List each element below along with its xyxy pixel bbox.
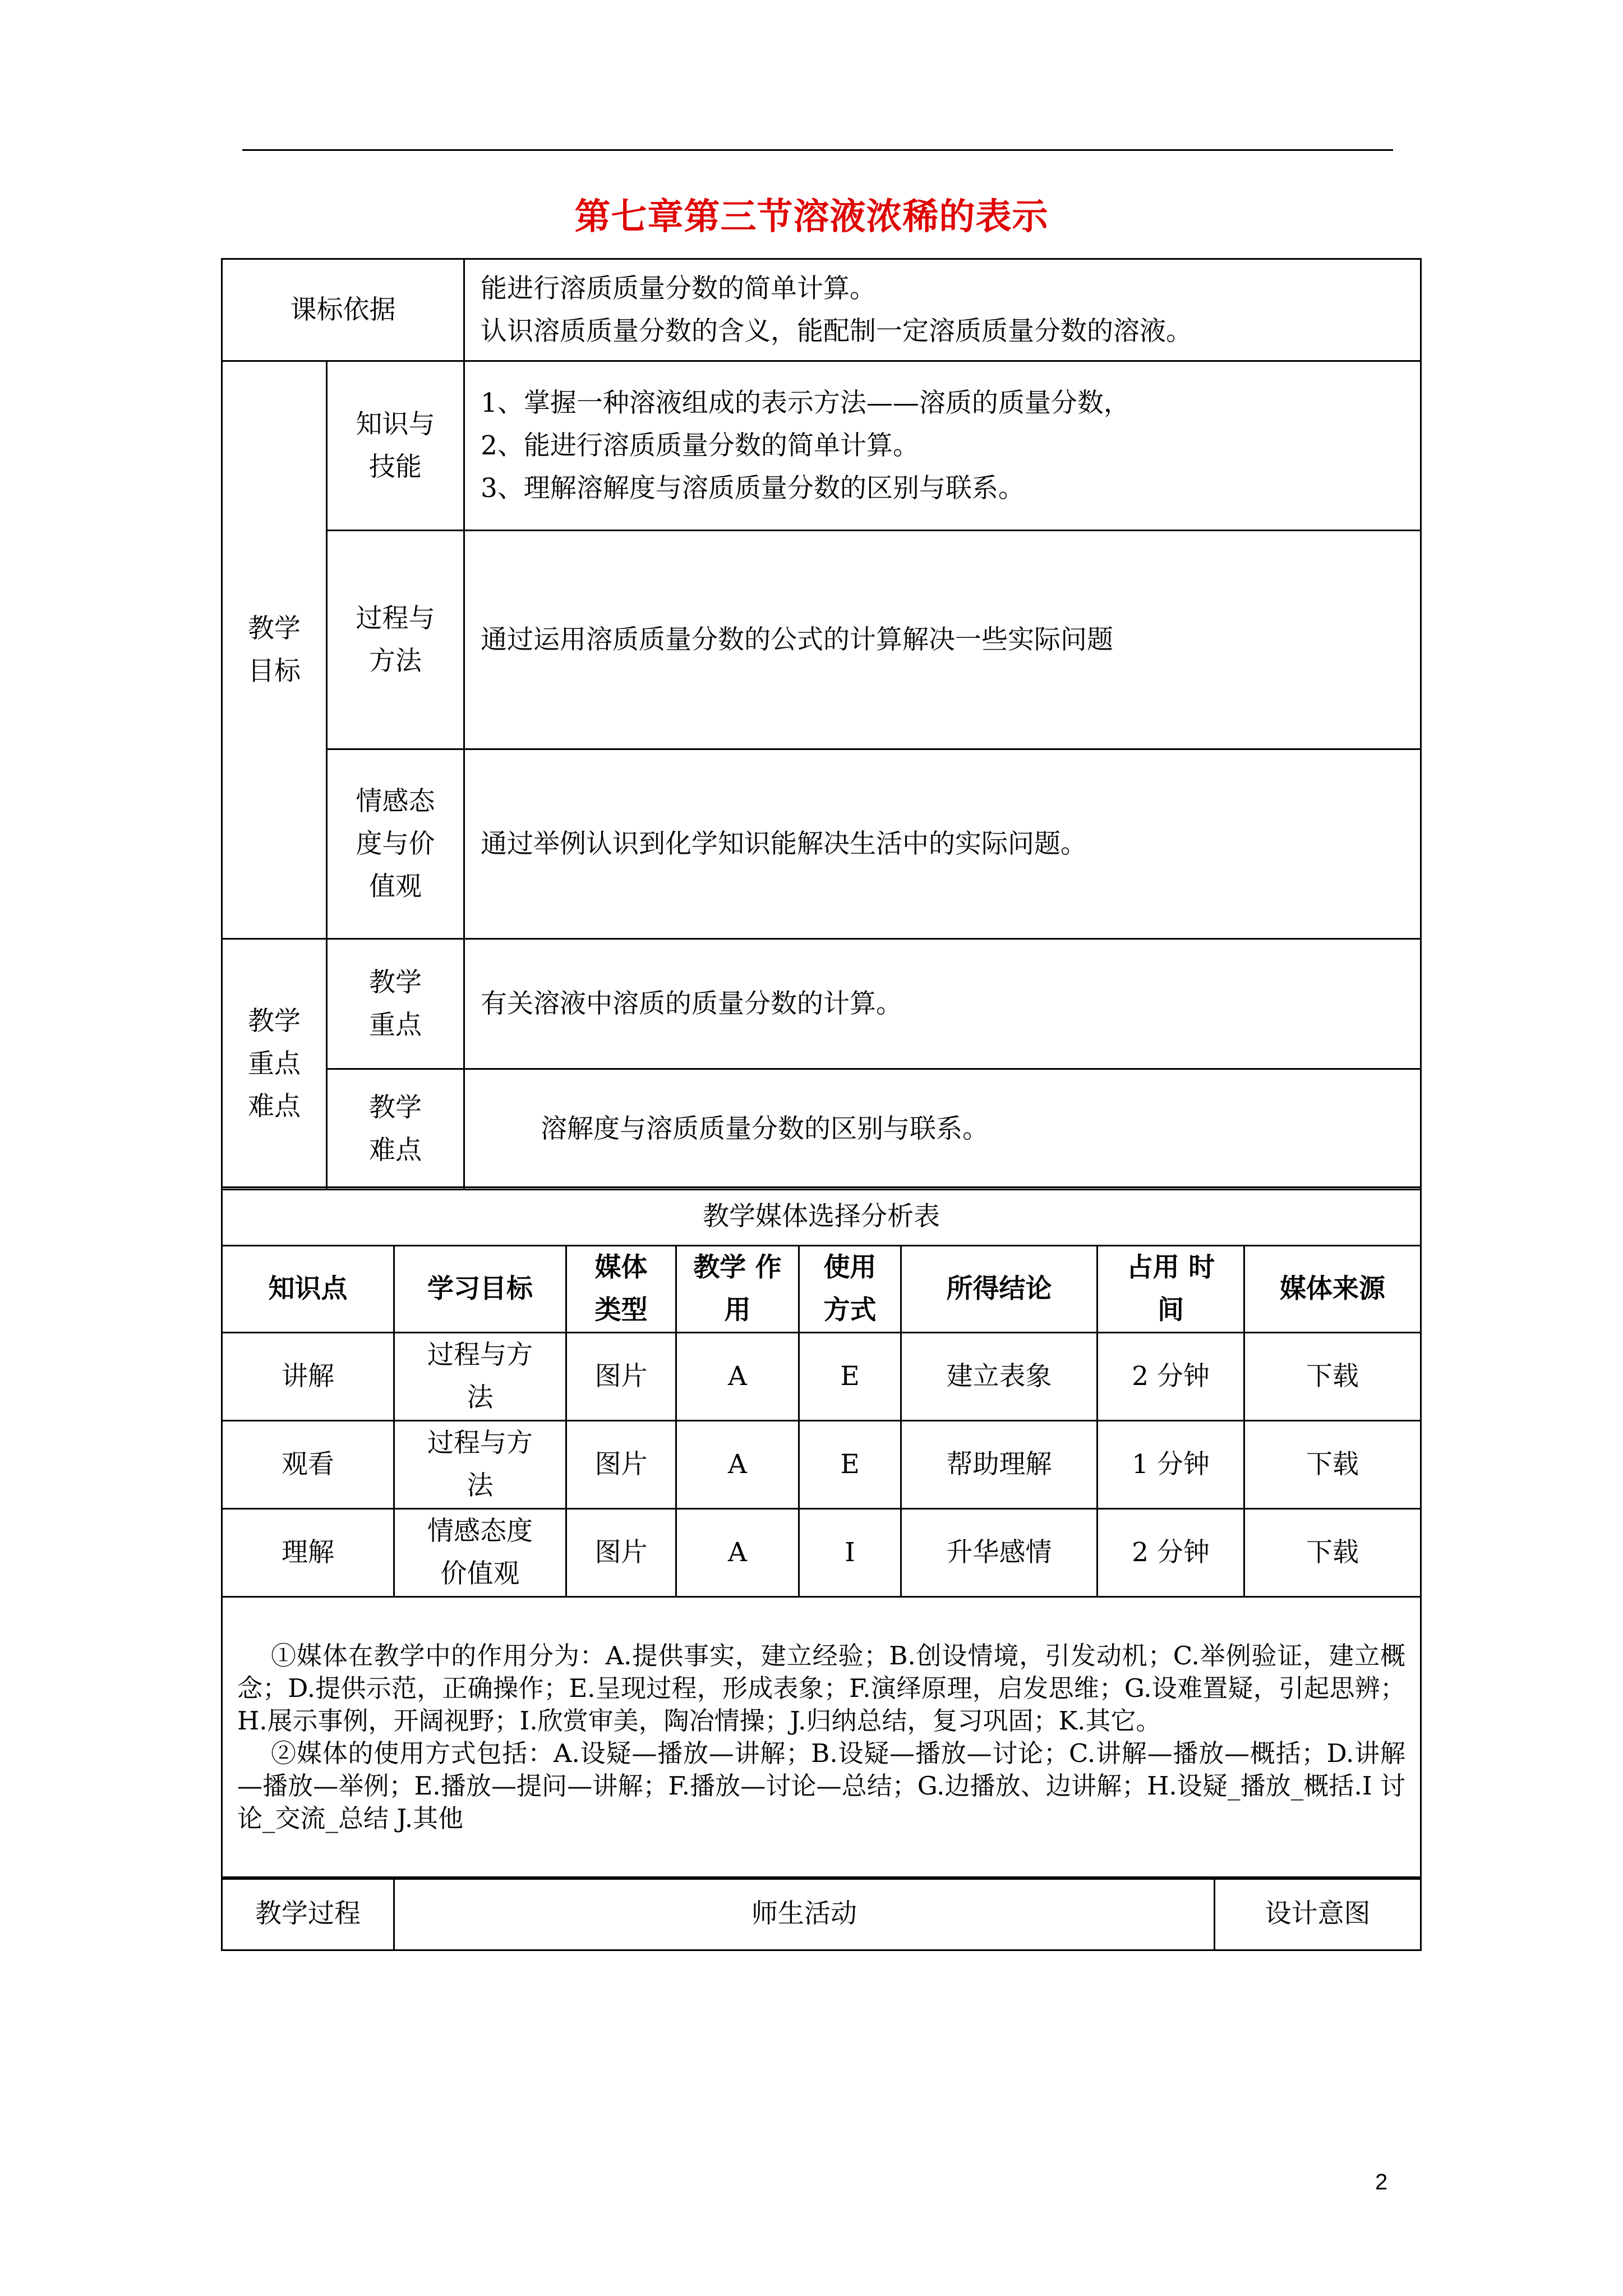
header-conclusion: 所得结论 (901, 1246, 1098, 1333)
emotion-label-line: 值观 (369, 871, 422, 902)
cell-knowledge: 讲解 (222, 1333, 394, 1421)
curriculum-label: 课标依据 (222, 259, 464, 361)
cell-knowledge: 理解 (222, 1509, 394, 1597)
knowledge-label (327, 361, 464, 531)
cell-time: 2 分钟 (1098, 1333, 1244, 1421)
header-time-line: 占用 时 (1126, 1252, 1215, 1283)
header-usage (799, 1246, 901, 1333)
media-notes-row (222, 1597, 1421, 1879)
table-row (222, 1333, 1421, 1421)
cell-objective-line: 价值观 (440, 1558, 520, 1589)
cell-objective-line: 法 (467, 1382, 494, 1413)
cell-time: 2 分钟 (1098, 1509, 1244, 1597)
process-label-line: 过程与 (356, 602, 435, 634)
cell-media-type: 图片 (566, 1509, 676, 1597)
key-points-label-line: 重点 (248, 1048, 301, 1079)
header-role-line: 教学 作 (693, 1252, 782, 1283)
cell-conclusion: 升华感情 (901, 1509, 1098, 1597)
lesson-plan-table (221, 258, 1422, 1190)
cell-objective (394, 1333, 566, 1421)
focus-label (327, 939, 464, 1069)
header-objective: 学习目标 (394, 1246, 566, 1333)
emotion-row (222, 749, 1421, 939)
cell-objective (394, 1509, 566, 1597)
header-knowledge: 知识点 (222, 1246, 394, 1333)
curriculum-line: 认识溶质质量分数的含义，能配制一定溶质质量分数的溶液。 (481, 315, 1192, 347)
header-usage-line: 使用 (823, 1252, 877, 1283)
process-content: 通过运用溶质质量分数的公式的计算解决一些实际问题 (464, 531, 1421, 749)
table-row (222, 1421, 1421, 1509)
cell-role: A (676, 1509, 799, 1597)
difficulty-content: 溶解度与溶质质量分数的区别与联系。 (464, 1069, 1421, 1190)
knowledge-line: 3、理解溶解度与溶质质量分数的区别与联系。 (481, 472, 1025, 504)
key-points-label-line: 难点 (248, 1091, 301, 1122)
process-row (222, 531, 1421, 749)
media-header-row (222, 1246, 1421, 1333)
emotion-label-line: 情感态 (356, 785, 435, 817)
teaching-process-table (221, 1876, 1422, 1951)
media-note-roles: ①媒体在教学中的作用分为：A.提供事实，建立经验；B.创设情境，引发动机；C.举例验证，建立概念；D.提供示范，正确操作；E.呈现过程，形成表象；F.演绎原理，启发思维；G.设难置疑，引起思辨；H.展示事例，开阔视野；I.欣赏审美，陶冶情操；J.归纳总结，复习巩固；K.其它。 (237, 1641, 1405, 1736)
knowledge-label-line: 技能 (369, 451, 422, 482)
header-rule (242, 149, 1393, 151)
header-time (1098, 1246, 1244, 1333)
cell-source: 下载 (1244, 1421, 1421, 1509)
cell-objective-line: 过程与方 (427, 1340, 533, 1370)
process-label-line: 方法 (369, 645, 422, 677)
curriculum-content (464, 259, 1421, 361)
header-media-type-line: 媒体 (594, 1252, 648, 1283)
cell-usage: E (799, 1333, 901, 1421)
header-media-type-line: 类型 (594, 1295, 648, 1326)
focus-label-line: 教学 (369, 967, 422, 998)
header-time-line: 间 (1158, 1295, 1184, 1326)
cell-source: 下载 (1244, 1509, 1421, 1597)
header-role (676, 1246, 799, 1333)
header-media-type (566, 1246, 676, 1333)
emotion-label (327, 749, 464, 939)
cell-source: 下载 (1244, 1333, 1421, 1421)
header-source: 媒体来源 (1244, 1246, 1421, 1333)
emotion-content: 通过举例认识到化学知识能解决生活中的实际问题。 (464, 749, 1421, 939)
difficulty-label-line: 教学 (369, 1092, 422, 1123)
media-table-caption: 教学媒体选择分析表 (222, 1188, 1421, 1246)
process-col-stage: 教学过程 (222, 1878, 394, 1950)
cell-conclusion: 帮助理解 (901, 1421, 1098, 1509)
key-points-label (222, 939, 327, 1190)
cell-conclusion: 建立表象 (901, 1333, 1098, 1421)
cell-objective-line: 法 (467, 1470, 494, 1501)
curriculum-row (222, 259, 1421, 361)
cell-objective-line: 情感态度 (427, 1516, 533, 1547)
media-analysis-table (221, 1186, 1422, 1880)
difficulty-row (222, 1069, 1421, 1190)
page-title: 第七章第三节溶液浓稀的表示 (574, 196, 1049, 238)
cell-media-type: 图片 (566, 1333, 676, 1421)
emotion-label-line: 度与价 (356, 828, 435, 859)
media-caption-row (222, 1188, 1421, 1246)
knowledge-content (464, 361, 1421, 531)
difficulty-label-line: 难点 (369, 1135, 422, 1166)
knowledge-line: 2、能进行溶质质量分数的简单计算。 (481, 430, 919, 461)
difficulty-label (327, 1069, 464, 1190)
knowledge-label-line: 知识与 (356, 408, 435, 440)
media-note-usage: ②媒体的使用方式包括：A.设疑—播放—讲解；B.设疑—播放—讨论；C.讲解—播放—概括；D.讲解—播放—举例；E.播放—提问—讲解；F.播放—讨论—总结；G.边播放、边讲解；H.设疑_播放_概括.I 讨论_交流_总结 J.其他 (237, 1738, 1405, 1833)
process-label (327, 531, 464, 749)
cell-knowledge: 观看 (222, 1421, 394, 1509)
knowledge-row (222, 361, 1421, 531)
header-role-line: 用 (724, 1295, 751, 1326)
goals-label-line: 目标 (248, 655, 301, 687)
key-points-label-line: 教学 (248, 1006, 301, 1037)
media-notes (222, 1597, 1421, 1879)
focus-label-line: 重点 (369, 1009, 422, 1041)
cell-media-type: 图片 (566, 1421, 676, 1509)
process-col-intent: 设计意图 (1215, 1878, 1421, 1950)
cell-objective-line: 过程与方 (427, 1428, 533, 1458)
cell-objective (394, 1421, 566, 1509)
process-header-row (222, 1878, 1421, 1950)
knowledge-line: 1、掌握一种溶液组成的表示方法——溶质的质量分数， (481, 387, 1130, 418)
cell-usage: I (799, 1509, 901, 1597)
cell-usage: E (799, 1421, 901, 1509)
cell-role: A (676, 1421, 799, 1509)
cell-role: A (676, 1333, 799, 1421)
curriculum-line: 能进行溶质质量分数的简单计算。 (481, 273, 876, 304)
cell-time: 1 分钟 (1098, 1421, 1244, 1509)
goals-label (222, 361, 327, 939)
focus-content: 有关溶液中溶质的质量分数的计算。 (464, 939, 1421, 1069)
table-row (222, 1509, 1421, 1597)
focus-row (222, 939, 1421, 1069)
process-col-activities: 师生活动 (394, 1878, 1215, 1950)
page-number: 2 (1375, 2170, 1388, 2194)
goals-label-line: 教学 (248, 613, 301, 644)
header-usage-line: 方式 (823, 1295, 877, 1326)
